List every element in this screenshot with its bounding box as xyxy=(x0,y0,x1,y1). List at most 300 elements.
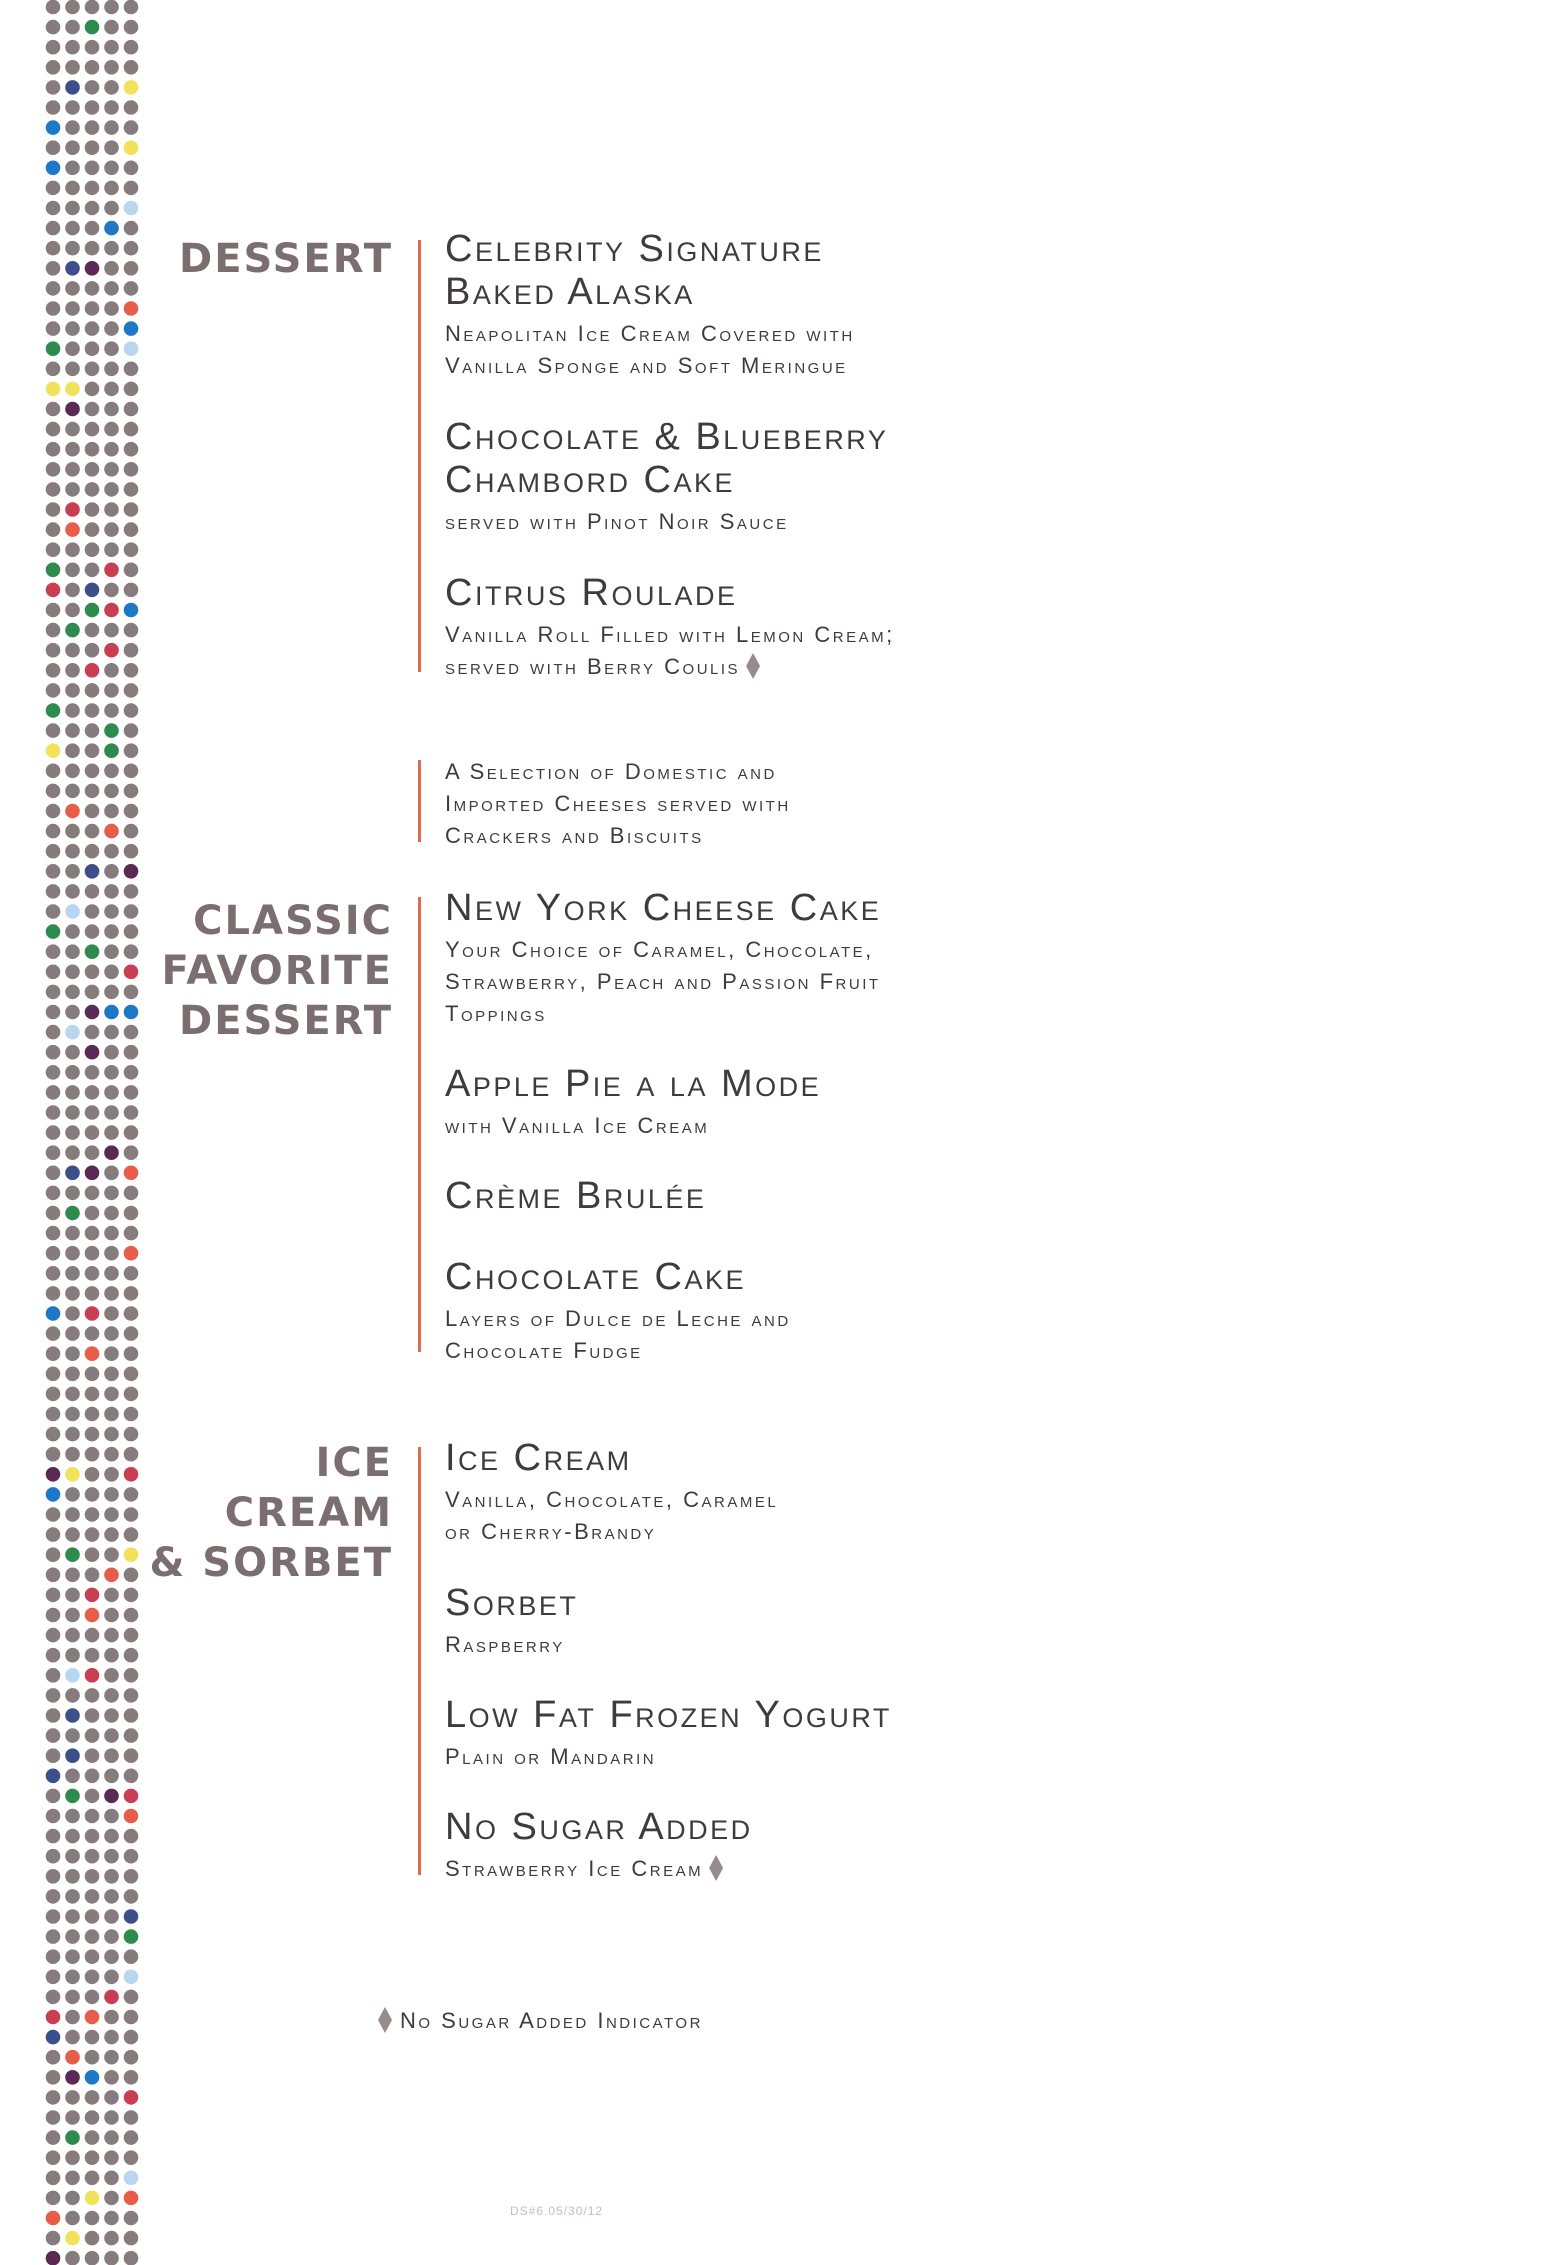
decorative-dot xyxy=(65,422,80,437)
decorative-dot xyxy=(46,1789,61,1804)
decorative-dot xyxy=(65,1025,80,1040)
decorative-dot xyxy=(65,643,80,658)
decorative-dot xyxy=(65,1306,80,1321)
decorative-dot xyxy=(104,362,119,377)
footer-code: DS#6.05/30/12 xyxy=(510,2204,604,2218)
decorative-dot xyxy=(85,1407,100,1422)
decorative-dot xyxy=(85,1949,100,1964)
decorative-dot xyxy=(65,1065,80,1080)
decorative-dot xyxy=(65,1326,80,1341)
decorative-dot xyxy=(85,301,100,316)
decorative-dot xyxy=(46,1467,61,1482)
decorative-dot xyxy=(65,1568,80,1583)
decorative-dot xyxy=(46,382,61,397)
decorative-dot xyxy=(104,462,119,477)
decorative-dot xyxy=(65,2251,80,2265)
decorative-dot xyxy=(85,1306,100,1321)
decorative-dot xyxy=(124,1105,139,1120)
decorative-dot xyxy=(124,1166,139,1181)
decorative-dot xyxy=(85,2171,100,2186)
decorative-dot xyxy=(46,1889,61,1904)
decorative-dot xyxy=(85,743,100,758)
decorative-dot xyxy=(65,241,80,256)
decorative-dot xyxy=(65,2211,80,2226)
decorative-dot xyxy=(85,2070,100,2085)
decorative-dot xyxy=(124,462,139,477)
decorative-dot xyxy=(104,623,119,638)
decorative-dot xyxy=(104,2030,119,2045)
decorative-dot xyxy=(85,120,100,135)
decorative-dot xyxy=(85,2211,100,2226)
decorative-dot xyxy=(104,442,119,457)
menu-item xyxy=(445,1175,1065,1218)
decorative-dot xyxy=(85,1145,100,1160)
decorative-dot xyxy=(104,563,119,578)
decorative-dot xyxy=(124,0,139,14)
decorative-dot xyxy=(124,2211,139,2226)
decorative-dot xyxy=(85,1547,100,1562)
decorative-dot xyxy=(46,2130,61,2145)
decorative-dot xyxy=(124,181,139,196)
decorative-dot xyxy=(124,1487,139,1502)
decorative-dot xyxy=(124,683,139,698)
item-description: Layers of Dulce de Leche and Chocolate Fudge xyxy=(445,1306,791,1363)
decorative-dot xyxy=(46,1387,61,1402)
decorative-dot xyxy=(46,1045,61,1060)
decorative-dot xyxy=(124,442,139,457)
decorative-dot xyxy=(46,1688,61,1703)
decorative-dot xyxy=(85,2231,100,2246)
decorative-dot xyxy=(46,301,61,316)
decorative-dot xyxy=(46,2070,61,2085)
decorative-dot xyxy=(46,482,61,497)
decorative-dot xyxy=(104,281,119,296)
decorative-dot xyxy=(124,1869,139,1884)
decorative-dot xyxy=(104,643,119,658)
item-name: Low Fat Frozen Yogurt xyxy=(445,1694,892,1736)
decorative-dot xyxy=(65,1970,80,1985)
decorative-dot xyxy=(65,1206,80,1221)
decorative-dot xyxy=(124,603,139,618)
decorative-dot xyxy=(124,1568,139,1583)
decorative-dot xyxy=(65,965,80,980)
decorative-dot xyxy=(85,502,100,517)
decorative-dot xyxy=(46,221,61,236)
decorative-dot xyxy=(46,703,61,718)
decorative-dot xyxy=(124,1407,139,1422)
decorative-dot xyxy=(65,2171,80,2186)
decorative-dot xyxy=(124,321,139,336)
decorative-dot xyxy=(85,2030,100,2045)
decorative-dot xyxy=(85,603,100,618)
decorative-dot xyxy=(104,1166,119,1181)
decorative-dot xyxy=(124,944,139,959)
decorative-dot xyxy=(85,221,100,236)
decorative-dot xyxy=(124,1970,139,1985)
decorative-dot xyxy=(104,2130,119,2145)
decorative-dot xyxy=(85,261,100,276)
item-description: Raspberry xyxy=(445,1632,565,1657)
decorative-dot xyxy=(46,2030,61,2045)
decorative-dot xyxy=(46,502,61,517)
decorative-dot xyxy=(85,764,100,779)
decorative-dot xyxy=(65,1547,80,1562)
decorative-dot xyxy=(124,663,139,678)
diamond-icon xyxy=(746,653,760,679)
diamond-icon xyxy=(378,2007,392,2033)
decorative-dot xyxy=(85,80,100,95)
decorative-dot xyxy=(104,2110,119,2125)
decorative-dot xyxy=(104,1005,119,1020)
item-description: with Vanilla Ice Cream xyxy=(445,1113,710,1138)
decorative-dot xyxy=(85,1326,100,1341)
decorative-dot xyxy=(124,1387,139,1402)
decorative-dot xyxy=(85,1507,100,1522)
decorative-dot xyxy=(124,422,139,437)
decorative-dot xyxy=(124,924,139,939)
decorative-dot xyxy=(46,1949,61,1964)
decorative-dot xyxy=(124,1628,139,1643)
decorative-dot xyxy=(104,1970,119,1985)
decorative-dot xyxy=(65,2191,80,2206)
decorative-dot xyxy=(104,1829,119,1844)
decorative-dot xyxy=(65,442,80,457)
decorative-dot xyxy=(85,2150,100,2165)
decorative-dot xyxy=(46,1628,61,1643)
decorative-dot xyxy=(65,703,80,718)
decorative-dot xyxy=(46,1769,61,1784)
decorative-dot xyxy=(124,2150,139,2165)
decorative-dot xyxy=(65,1226,80,1241)
decorative-dot xyxy=(65,1728,80,1743)
decorative-dot xyxy=(124,2110,139,2125)
decorative-dot xyxy=(65,985,80,1000)
decorative-dot xyxy=(104,1708,119,1723)
decorative-dot xyxy=(65,1748,80,1763)
decorative-dot xyxy=(85,1990,100,2005)
decorative-dot xyxy=(46,1608,61,1623)
decorative-dot xyxy=(104,341,119,356)
decorative-dot xyxy=(85,462,100,477)
decorative-dot xyxy=(104,522,119,537)
item-description: Vanilla Roll Filled with Lemon Cream; served with Berry Coulis xyxy=(445,622,895,679)
decorative-dot xyxy=(124,965,139,980)
decorative-dot xyxy=(65,321,80,336)
decorative-dot xyxy=(104,1668,119,1683)
decorative-dot xyxy=(46,1929,61,1944)
decorative-dot xyxy=(46,1748,61,1763)
decorative-dot xyxy=(46,563,61,578)
decorative-dot xyxy=(104,2211,119,2226)
item-description: Plain or Mandarin xyxy=(445,1744,657,1769)
decorative-dot xyxy=(46,2211,61,2226)
decorative-dot xyxy=(46,1065,61,1080)
decorative-dot xyxy=(85,362,100,377)
decorative-dot xyxy=(124,1125,139,1140)
decorative-dot xyxy=(46,522,61,537)
decorative-dot xyxy=(124,1346,139,1361)
decorative-dot xyxy=(85,965,100,980)
decorative-dot xyxy=(46,1407,61,1422)
decorative-dot xyxy=(104,1145,119,1160)
decorative-dot xyxy=(65,341,80,356)
decorative-dot xyxy=(104,1266,119,1281)
decorative-dot xyxy=(65,1447,80,1462)
decorative-dot xyxy=(124,1085,139,1100)
item-description: Neapolitan Ice Cream Covered with Vanilla Sponge and Soft Meringue xyxy=(445,321,855,378)
decorative-dot xyxy=(65,2030,80,2045)
decorative-dot xyxy=(124,1668,139,1683)
decorative-dot xyxy=(124,1608,139,1623)
decorative-dot xyxy=(85,40,100,55)
decorative-dot xyxy=(124,1286,139,1301)
decorative-dot xyxy=(124,100,139,115)
decorative-dot xyxy=(85,904,100,919)
decorative-dot xyxy=(104,1306,119,1321)
decorative-dot xyxy=(124,1889,139,1904)
menu-item xyxy=(445,228,1065,382)
decorative-dot xyxy=(85,1708,100,1723)
decorative-dot xyxy=(124,1708,139,1723)
decorative-dot xyxy=(104,1326,119,1341)
decorative-dot xyxy=(46,884,61,899)
decorative-dot xyxy=(46,1186,61,1201)
item-description: served with Pinot Noir Sauce xyxy=(445,509,789,534)
decorative-dot xyxy=(85,1809,100,1824)
decorative-dot xyxy=(104,1467,119,1482)
decorative-dot xyxy=(65,864,80,879)
decorative-dot xyxy=(65,1929,80,1944)
decorative-dot xyxy=(104,2070,119,2085)
decorative-dot xyxy=(104,1045,119,1060)
decorative-dot xyxy=(104,1346,119,1361)
decorative-dot xyxy=(46,1728,61,1743)
decorative-dot xyxy=(104,1869,119,1884)
decorative-dot xyxy=(85,1588,100,1603)
decorative-dot xyxy=(85,1226,100,1241)
decorative-dot xyxy=(46,1266,61,1281)
decorative-dot xyxy=(65,1085,80,1100)
decorative-dot xyxy=(104,1387,119,1402)
menu-item xyxy=(445,1256,1065,1367)
legend xyxy=(378,2007,703,2034)
decorative-dot xyxy=(46,944,61,959)
decorative-dot xyxy=(85,281,100,296)
decorative-dot xyxy=(85,1628,100,1643)
decorative-dot xyxy=(65,824,80,839)
decorative-dot xyxy=(46,1346,61,1361)
decorative-dot xyxy=(124,2010,139,2025)
decorative-dot xyxy=(85,944,100,959)
decorative-dot xyxy=(85,1246,100,1261)
decorative-dot xyxy=(85,341,100,356)
decorative-dot xyxy=(85,1125,100,1140)
decorative-dot xyxy=(65,60,80,75)
decorative-dot xyxy=(65,1527,80,1542)
decorative-dot xyxy=(46,623,61,638)
decorative-dot xyxy=(104,703,119,718)
decorative-dot xyxy=(65,362,80,377)
decorative-dot xyxy=(65,1387,80,1402)
decorative-dot xyxy=(104,683,119,698)
decorative-dot xyxy=(65,1588,80,1603)
decorative-dot xyxy=(65,1507,80,1522)
decorative-dot xyxy=(85,924,100,939)
decorative-dot xyxy=(65,1407,80,1422)
decorative-dot xyxy=(104,1608,119,1623)
decorative-dot xyxy=(65,502,80,517)
decorative-dot xyxy=(46,643,61,658)
decorative-dot xyxy=(46,683,61,698)
decorative-dot xyxy=(124,1829,139,1844)
decorative-dot xyxy=(46,2191,61,2206)
decorative-dot xyxy=(46,241,61,256)
decorative-dot xyxy=(46,201,61,216)
decorative-dot xyxy=(65,181,80,196)
decorative-dot xyxy=(46,1527,61,1542)
decorative-dot xyxy=(65,1427,80,1442)
decorative-dot xyxy=(124,201,139,216)
decorative-dot xyxy=(46,2251,61,2265)
decorative-dot xyxy=(85,20,100,35)
decorative-dot xyxy=(46,985,61,1000)
decorative-dot xyxy=(65,382,80,397)
decorative-dot xyxy=(104,904,119,919)
decorative-dot xyxy=(46,1708,61,1723)
decorative-dot xyxy=(104,1547,119,1562)
decorative-dot xyxy=(104,1507,119,1522)
decorative-dot xyxy=(124,2090,139,2105)
decorative-dot xyxy=(124,563,139,578)
decorative-dot xyxy=(124,703,139,718)
decorative-dot xyxy=(104,743,119,758)
decorative-dot xyxy=(65,1367,80,1382)
decorative-dot xyxy=(104,844,119,859)
decorative-dot xyxy=(124,120,139,135)
decorative-dot xyxy=(124,2050,139,2065)
decorative-dot xyxy=(65,1487,80,1502)
decorative-dot xyxy=(46,40,61,55)
decorative-dot xyxy=(65,1648,80,1663)
decorative-dot xyxy=(46,261,61,276)
decorative-dot xyxy=(124,1748,139,1763)
decorative-dot xyxy=(85,1970,100,1985)
decorative-dot xyxy=(85,382,100,397)
decorative-dot xyxy=(104,1286,119,1301)
item-description: Strawberry Ice Cream xyxy=(445,1853,1065,1885)
decorative-dot xyxy=(85,402,100,417)
decorative-dot xyxy=(104,1949,119,1964)
decorative-dot xyxy=(46,844,61,859)
decorative-dot xyxy=(85,1909,100,1924)
decorative-dot xyxy=(124,1186,139,1201)
decorative-dot xyxy=(46,2150,61,2165)
decorative-dot xyxy=(124,2130,139,2145)
decorative-dot xyxy=(85,583,100,598)
decorative-dot xyxy=(85,2010,100,2025)
decorative-dot xyxy=(46,1648,61,1663)
decorative-dot xyxy=(124,804,139,819)
decorative-dot xyxy=(65,2090,80,2105)
decorative-dot xyxy=(65,1246,80,1261)
decorative-dot xyxy=(104,2171,119,2186)
decorative-dot xyxy=(65,884,80,899)
decorative-dot xyxy=(46,1246,61,1261)
decorative-dot xyxy=(104,161,119,176)
decorative-dot xyxy=(104,502,119,517)
decorative-dot xyxy=(46,1829,61,1844)
decorative-dot xyxy=(85,2110,100,2125)
item-description: A Selection of Domestic and Imported Cheeses served with Crackers and Biscuits xyxy=(445,759,791,848)
decorative-dot xyxy=(124,1929,139,1944)
legend-text: No Sugar Added Indicator xyxy=(400,2008,703,2033)
decorative-dot xyxy=(124,161,139,176)
decorative-dot xyxy=(65,683,80,698)
decorative-dot xyxy=(85,1005,100,1020)
decorative-dot xyxy=(46,1990,61,2005)
decorative-dot xyxy=(104,2251,119,2265)
item-name: Apple Pie a la Mode xyxy=(445,1063,822,1105)
decorative-dot xyxy=(65,301,80,316)
decorative-dot xyxy=(104,1588,119,1603)
decorative-dot xyxy=(65,201,80,216)
decorative-dot xyxy=(85,1889,100,1904)
decorative-dot xyxy=(104,1728,119,1743)
menu-item xyxy=(445,887,1065,1030)
decorative-dot xyxy=(124,1728,139,1743)
decorative-dot xyxy=(85,1668,100,1683)
decorative-dot xyxy=(124,723,139,738)
decorative-dot xyxy=(124,221,139,236)
decorative-dot xyxy=(85,1487,100,1502)
decorative-dot xyxy=(46,362,61,377)
decorative-dot xyxy=(124,281,139,296)
decorative-dot xyxy=(124,583,139,598)
decorative-dot xyxy=(124,1266,139,1281)
decorative-dot xyxy=(85,804,100,819)
decorative-dot xyxy=(124,1367,139,1382)
decorative-dot xyxy=(104,1105,119,1120)
decorative-dot xyxy=(104,1025,119,1040)
decorative-dot xyxy=(124,1809,139,1824)
item-name: Ice Cream xyxy=(445,1437,632,1479)
decorative-dot xyxy=(46,20,61,35)
decorative-dot xyxy=(85,1286,100,1301)
decorative-dot xyxy=(104,1628,119,1643)
decorative-dot xyxy=(104,1568,119,1583)
decorative-dot xyxy=(46,804,61,819)
decorative-dot xyxy=(46,2110,61,2125)
decorative-dot xyxy=(65,140,80,155)
decorative-dot xyxy=(85,2090,100,2105)
decorative-dot xyxy=(104,181,119,196)
item-name: Crème Brulée xyxy=(445,1175,707,1217)
decorative-dot xyxy=(65,623,80,638)
decorative-dot xyxy=(46,402,61,417)
decorative-dot xyxy=(46,1105,61,1120)
decorative-dot xyxy=(46,1306,61,1321)
decorative-dot xyxy=(104,40,119,55)
decorative-dot xyxy=(124,20,139,35)
decorative-dot xyxy=(104,1748,119,1763)
decorative-dot xyxy=(65,1186,80,1201)
decorative-dot xyxy=(85,683,100,698)
decorative-dot xyxy=(85,824,100,839)
decorative-dot xyxy=(85,1447,100,1462)
decorative-dot xyxy=(104,1990,119,2005)
decorative-dot xyxy=(46,1085,61,1100)
decorative-dot xyxy=(124,80,139,95)
